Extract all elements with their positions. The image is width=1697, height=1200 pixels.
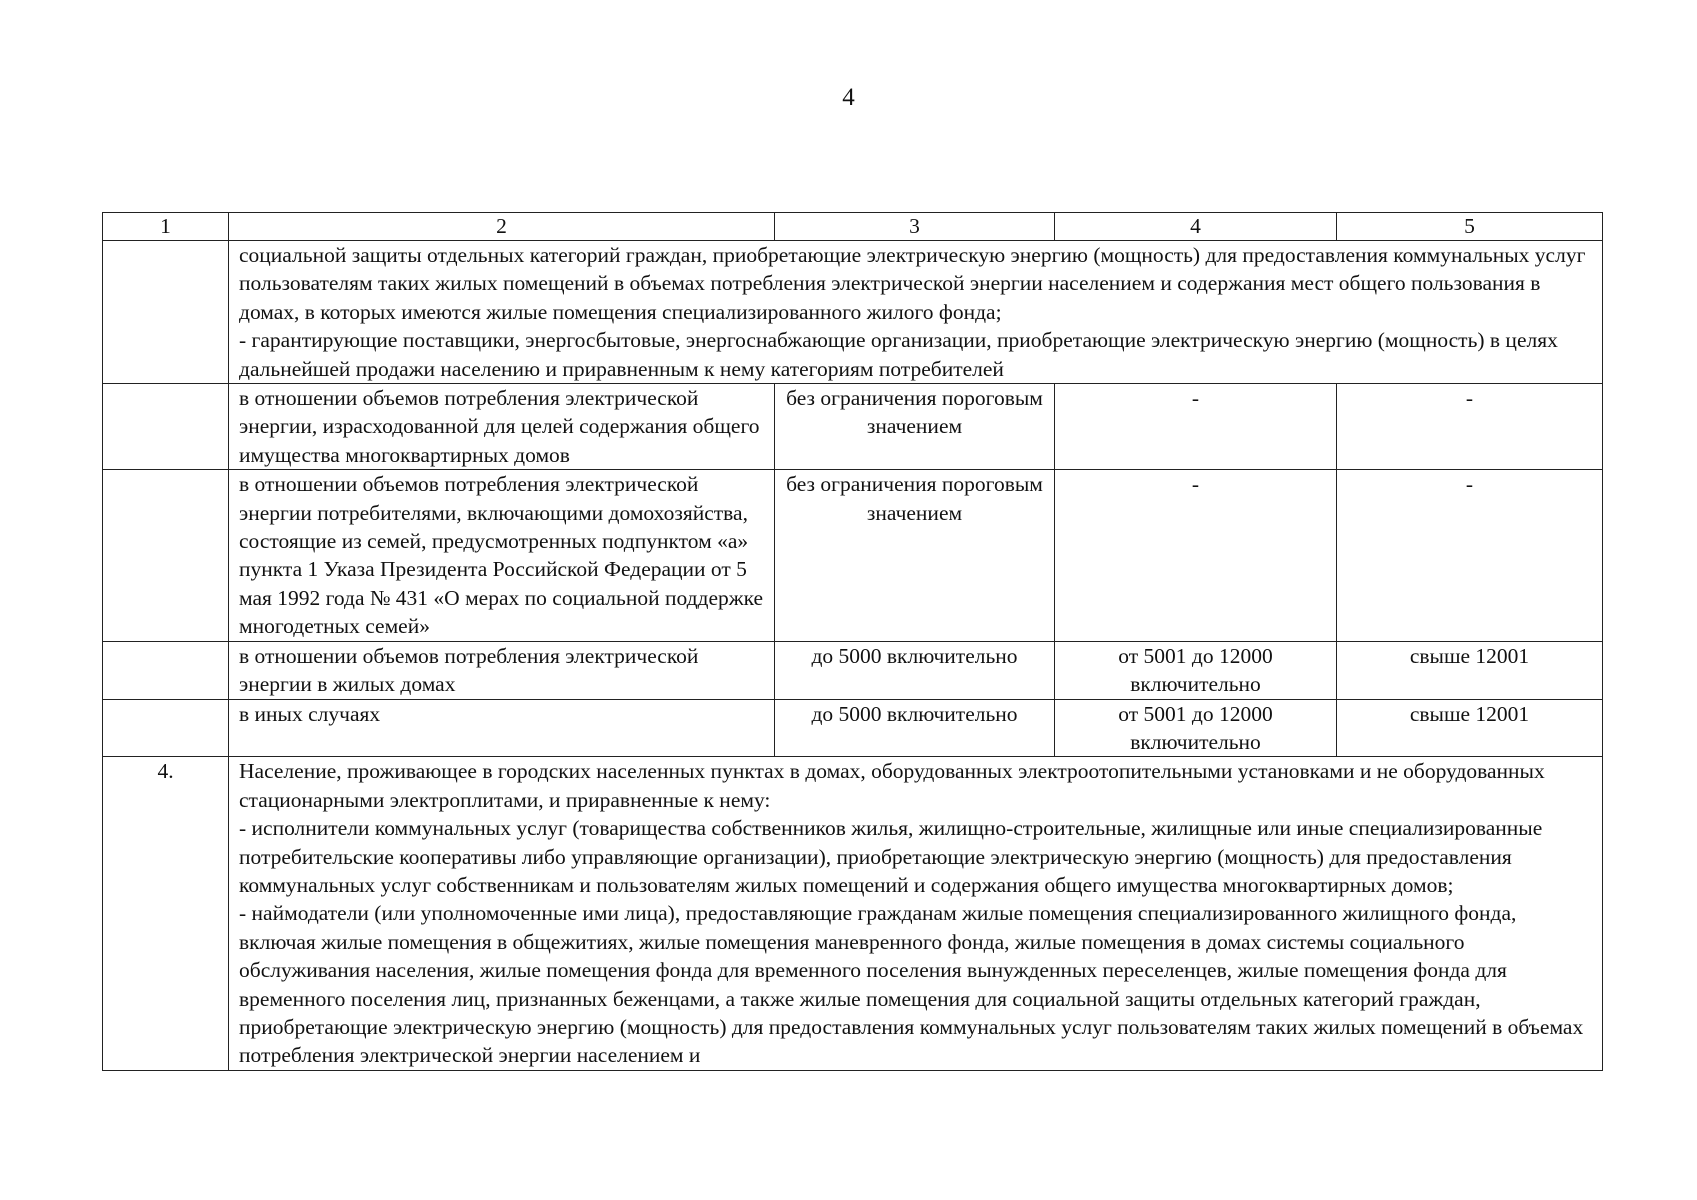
description-cell: в отношении объемов потребления электрической энергии потребителями, включающими домохозяйства, состоящие из семей, предусмотренных подпунктом «а» пункта 1 Указа Президента Российской Федерации от 5 мая 1992 года № 431 «О мерах по социальной поддержке многодетных семей»	[229, 470, 775, 641]
section-paragraph: Население, проживающее в городских населенных пунктах в домах, оборудованных электроотопительными установками и не оборудованных стационарными электроплитами, и приравненные к нему:	[239, 759, 1545, 812]
table-row	[103, 641, 1603, 699]
continuation-paragraph: социальной защиты отдельных категорий граждан, приобретающие электрическую энергию (мощность) для предоставления коммунальных услуг пользователям таких жилых помещений в объемах потребления электрической энергии населением и содержания мест общего пользования в домах, в которых имеются жилые помещения специализированного жилого фонда;	[239, 243, 1586, 324]
continuation-row	[103, 241, 1603, 384]
section-row	[103, 757, 1603, 1070]
header-cell-1: 1	[103, 213, 229, 241]
threshold-cell-col3: без ограничения пороговым значением	[775, 470, 1055, 641]
threshold-cell-col5: -	[1337, 470, 1603, 641]
threshold-cell-col4: -	[1055, 384, 1337, 470]
row-number-cell	[103, 641, 229, 699]
table-row	[103, 470, 1603, 641]
section-paragraph: - исполнители коммунальных услуг (товарищества собственников жилья, жилищно-строительные, жилищные или иные специализированные потребительские кооперативы либо управляющие организации), приобретающие электрическую энергию (мощность) для предоставления коммунальных услуг собственникам и пользователям жилых помещений и содержания общего имущества многоквартирных домов;	[239, 816, 1543, 897]
threshold-cell-col4: от 5001 до 12000 включительно	[1055, 699, 1337, 757]
description-cell: в отношении объемов потребления электрической энергии в жилых домах	[229, 641, 775, 699]
header-row	[103, 213, 1603, 241]
threshold-cell-col4: -	[1055, 470, 1337, 641]
row-number-cell	[103, 384, 229, 470]
section-text-cell	[229, 757, 1603, 1070]
description-cell: в иных случаях	[229, 699, 775, 757]
page-number: 4	[842, 84, 855, 111]
threshold-cell-col4: от 5001 до 12000 включительно	[1055, 641, 1337, 699]
row-number-cell	[103, 470, 229, 641]
header-cell-3: 3	[775, 213, 1055, 241]
continuation-paragraph: - гарантирующие поставщики, энергосбытовые, энергоснабжающие организации, приобретающие электрическую энергию (мощность) в целях дальнейшей продажи населению и приравненным к нему категориям потребителей	[239, 328, 1558, 381]
threshold-cell-col3: до 5000 включительно	[775, 641, 1055, 699]
threshold-cell-col5: свыше 12001	[1337, 641, 1603, 699]
threshold-cell-col3: до 5000 включительно	[775, 699, 1055, 757]
table-row	[103, 699, 1603, 757]
header-cell-2: 2	[229, 213, 775, 241]
threshold-cell-col5: -	[1337, 384, 1603, 470]
section-number: 4.	[103, 757, 229, 1070]
continuation-text-cell	[229, 241, 1603, 384]
row-number-cell	[103, 241, 229, 384]
description-cell: в отношении объемов потребления электрической энергии, израсходованной для целей содержания общего имущества многоквартирных домов	[229, 384, 775, 470]
tariff-table	[102, 212, 1603, 1071]
header-cell-5: 5	[1337, 213, 1603, 241]
header-cell-4: 4	[1055, 213, 1337, 241]
threshold-cell-col3: без ограничения пороговым значением	[775, 384, 1055, 470]
row-number-cell	[103, 699, 229, 757]
section-paragraph: - наймодатели (или уполномоченные ими лица), предоставляющие гражданам жилые помещения специализированного жилищного фонда, включая жилые помещения в общежитиях, жилые помещения маневренного фонда, жилые помещения в домах системы социального обслуживания населения, жилые помещения фонда для временного поселения вынужденных переселенцев, жилые помещения фонда для временного поселения лиц, признанных беженцами, а также жилые помещения для социальной защиты отдельных категорий граждан, приобретающие электрическую энергию (мощность) для предоставления коммунальных услуг пользователям таких жилых помещений в объемах потребления электрической энергии населением и	[239, 901, 1584, 1068]
table-row	[103, 384, 1603, 470]
threshold-cell-col5: свыше 12001	[1337, 699, 1603, 757]
